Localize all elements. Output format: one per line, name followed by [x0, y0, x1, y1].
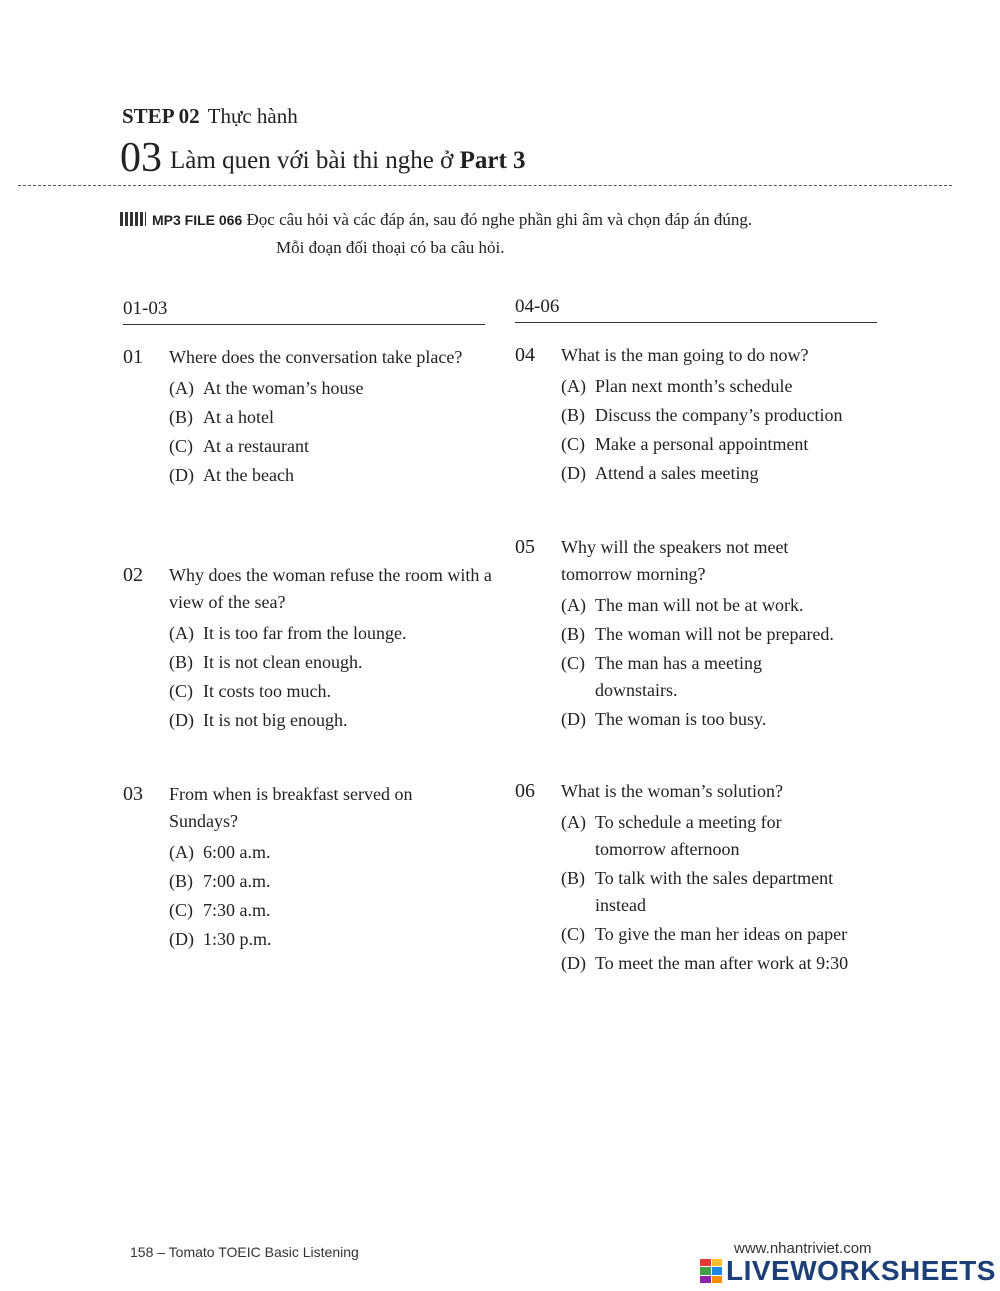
option-a[interactable]: (A) The man will not be at work.: [561, 595, 804, 615]
instruction-line-2: Mỗi đoạn đối thoại có ba câu hỏi.: [276, 238, 505, 257]
question-text: Why does the woman refuse the room with a view of the sea?: [169, 565, 492, 612]
liveworksheets-brand[interactable]: [700, 1255, 996, 1287]
step-heading: [122, 104, 298, 129]
option-d[interactable]: (D) At the beach: [169, 465, 294, 485]
option-b[interactable]: (B) To talk with the sales department instead: [561, 868, 834, 915]
audio-equalizer-icon: [120, 212, 146, 226]
option-a[interactable]: (A) It is too far from the lounge.: [169, 623, 407, 643]
question-text: From when is breakfast served on Sundays?: [169, 784, 413, 831]
page-footer: 158 – Tomato TOEIC Basic Listening: [130, 1244, 359, 1260]
question-04: [515, 342, 895, 489]
unit-title: [120, 134, 526, 182]
question-number: 03: [123, 783, 143, 805]
instruction: [120, 206, 752, 261]
option-b[interactable]: (B) Discuss the company’s production: [561, 405, 843, 425]
question-02: [123, 562, 503, 736]
question-text: Why will the speakers not meet tomorrow morning?: [561, 537, 789, 584]
option-c[interactable]: (C) To give the man her ideas on paper: [561, 924, 848, 944]
question-03: [123, 781, 503, 955]
option-d[interactable]: (D) It is not big enough.: [169, 710, 348, 730]
group-range: 04-06: [515, 296, 877, 323]
step-label: STEP 02: [122, 104, 200, 128]
unit-title-prefix: Làm quen với bài thi nghe ở: [170, 147, 454, 174]
option-d[interactable]: (D) 1:30 p.m.: [169, 929, 272, 949]
option-a[interactable]: (A) 6:00 a.m.: [169, 842, 271, 862]
option-a[interactable]: (A) At the woman’s house: [169, 378, 364, 398]
question-group-1: [123, 298, 492, 949]
question-number: 05: [515, 536, 535, 558]
option-a[interactable]: (A) To schedule a meeting for tomorrow afternoon: [561, 812, 782, 859]
option-b[interactable]: (B) 7:00 a.m.: [169, 871, 271, 891]
site-url[interactable]: www.nhantriviet.com: [734, 1240, 872, 1257]
group-range: 01-03: [123, 298, 485, 325]
option-b[interactable]: (B) It is not clean enough.: [169, 652, 363, 672]
unit-title-part: Part 3: [459, 147, 526, 174]
option-c[interactable]: (C) At a restaurant: [169, 436, 309, 456]
option-d[interactable]: (D) Attend a sales meeting: [561, 463, 759, 483]
option-b[interactable]: (B) At a hotel: [169, 407, 274, 427]
step-sub: Thực hành: [207, 104, 298, 128]
brand-name: LIVEWORKSHEETS: [726, 1255, 996, 1286]
option-c[interactable]: (C) The man has a meeting downstairs.: [561, 653, 762, 700]
mp3-label: MP3 FILE 066: [120, 212, 242, 228]
question-text: What is the man going to do now?: [561, 345, 809, 365]
question-number: 04: [515, 344, 535, 366]
option-d[interactable]: (D) To meet the man after work at 9:30: [561, 953, 849, 973]
option-b[interactable]: (B) The woman will not be prepared.: [561, 624, 834, 644]
liveworksheets-logo-icon: [700, 1259, 722, 1283]
question-number: 06: [515, 780, 535, 802]
question-text: What is the woman’s solution?: [561, 781, 783, 801]
option-c[interactable]: (C) Make a personal appointment: [561, 434, 809, 454]
dashed-divider: [18, 185, 952, 186]
question-number: 01: [123, 346, 143, 368]
question-06: [515, 778, 895, 979]
instruction-line-1: Đọc câu hỏi và các đáp án, sau đó nghe phần ghi âm và chọn đáp án đúng.: [246, 210, 753, 229]
question-group-2: [515, 296, 877, 973]
question-05: [515, 534, 895, 735]
option-a[interactable]: (A) Plan next month’s schedule: [561, 376, 793, 396]
question-01: [123, 344, 503, 491]
option-c[interactable]: (C) 7:30 a.m.: [169, 900, 271, 920]
question-text: Where does the conversation take place?: [169, 347, 463, 367]
option-c[interactable]: (C) It costs too much.: [169, 681, 331, 701]
question-number: 02: [123, 564, 143, 586]
option-d[interactable]: (D) The woman is too busy.: [561, 709, 767, 729]
unit-number: 03: [120, 135, 162, 181]
